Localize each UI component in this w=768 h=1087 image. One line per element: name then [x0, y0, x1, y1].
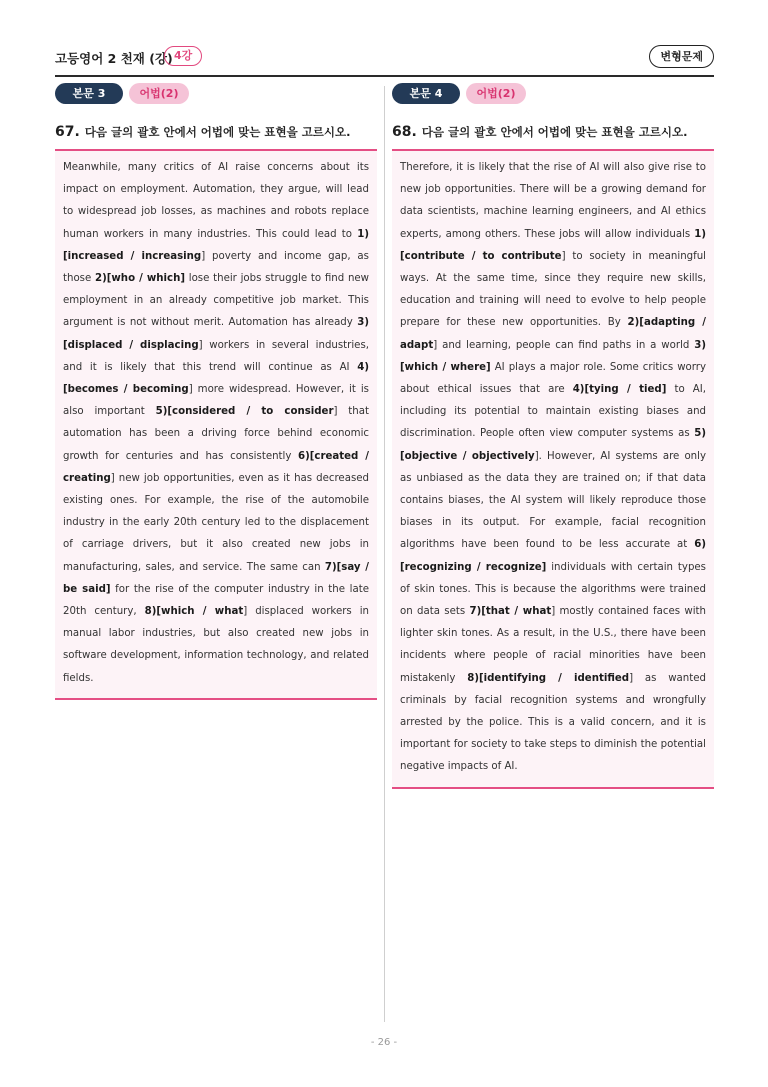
section-tag: 본문 3 — [55, 83, 123, 104]
passage-box — [55, 151, 377, 700]
passage-box — [392, 151, 714, 789]
blank-choice: 5)[considered / to consider — [155, 406, 334, 418]
blank-choice: 1)[increased / increasing — [63, 228, 369, 262]
question-68 — [392, 124, 714, 151]
right-column — [392, 83, 714, 789]
question-prompt: 다음 글의 괄호 안에서 어법에 맞는 표현을 고르시오. — [421, 125, 688, 139]
textbook-title: 고등영어 2 천재 (강) — [55, 51, 173, 66]
question-prompt: 다음 글의 괄호 안에서 어법에 맞는 표현을 고르시오. — [84, 125, 351, 139]
blank-choice: 8)[identifying / identified — [467, 672, 630, 684]
blank-choice: 2)[who / which] — [95, 273, 185, 285]
blank-choice: 7)[say / be said] — [63, 561, 369, 595]
page-number: - 26 - — [370, 1037, 398, 1048]
blank-choice: 4)[tying / tied] — [572, 384, 667, 396]
grammar-tag: 어법(2) — [466, 83, 526, 104]
blank-choice: 6)[recognizing / recognize] — [400, 539, 706, 573]
left-tags — [55, 83, 377, 105]
blank-choice: 3)[displaced / displacing — [63, 317, 369, 351]
lesson-badge: 4강 — [164, 46, 202, 66]
question-type-badge: 변형문제 — [649, 45, 714, 68]
blank-choice: 3)[which / where] — [400, 339, 706, 373]
blank-choice: 6)[created / creating — [63, 450, 369, 484]
blank-choice: 7)[that / what — [469, 606, 552, 618]
passage-text: Therefore, it is likely that the rise of AI will also give rise to new job opportunities. There will be a growing demand for data scientists, machine learning engineers, and AI ethics experts, among others. These jobs will allow individuals 1)[contribute / to contribute] to society in meaningful ways. At the same time, since they require new skills, education and training will need to evolve to help people prepare for these new opportunities. By 2)[adapting / adapt] and learning, people can find paths in a world 3)[which / where] AI plays a major role. Some critics worry about ethical issues that are 4)[tying / tied] to AI, including its potential to maintain existing biases and discrimination. People often view computer systems as 5) [objective / objectively]. However, AI systems are only as unbiased as the data they are trained on; if that data contains biases, the AI system will likely reproduce those biases in its output. For example, facial recognition algorithms have been found to be less accurate at 6)[recognizing / recognize] individuals with certain types of skin tones. This is because the algorithms were trained on data sets 7)[that / what] mostly contained faces with lighter skin tones. As a result, in the U.S., there have been incidents where people of racial minorities have been mistakenly 8)[identifying / identified] as wanted criminals by facial recognition systems and wrongfully arrested by the police. This is a valid concern, and it is important for society to take steps to diminish the potential negative impacts of AI. — [400, 162, 707, 773]
passage-text: Meanwhile, many critics of AI raise concerns about its impact on employment. Automation, they argue, will lead to widespread job losses, as machines and robots replace human workers in many industries. This could lead to 1)[increased / increasing] poverty and income gap, as those 2)[who / which] lose their jobs struggle to find new employment in an already competitive job market. This argument is not without merit. Automation has already 3)[displaced / displacing] workers in several industries, and it is likely that this trend will continue as AI 4)[becomes / becoming] more widespread. However, it is also important 5)[considered / to consider] that automation has been a driving force behind economic growth for centuries and has consistently 6)[created / creating] new job opportunities, even as it has decreased existing ones. For example, the rise of the automobile industry in the early 20th century led to the displacement of carriage drivers, but it also created new jobs in manufacturing, sales, and service. The same can 7)[say / be said] for the rise of the computer industry in the late 20th century, 8)[which / what] displaced workers in manual labor industries, but also created new jobs in software development, information technology, and related fields. — [63, 162, 370, 684]
question-67 — [55, 124, 377, 151]
blank-choice: 2)[adapting / adapt — [400, 317, 706, 351]
question-number: 67. — [55, 124, 80, 140]
column-divider — [384, 86, 385, 1022]
left-column — [55, 83, 377, 700]
section-tag: 본문 4 — [392, 83, 460, 104]
question-number: 68. — [392, 124, 417, 140]
grammar-tag: 어법(2) — [129, 83, 189, 104]
right-tags — [392, 83, 714, 105]
blank-choice: 5) [objective / objectively — [400, 428, 706, 462]
blank-choice: 4)[becomes / becoming — [63, 361, 369, 396]
page-header — [55, 45, 714, 77]
blank-choice: 8)[which / what — [144, 606, 244, 618]
blank-choice: 1)[contribute / to contribute — [400, 228, 706, 262]
